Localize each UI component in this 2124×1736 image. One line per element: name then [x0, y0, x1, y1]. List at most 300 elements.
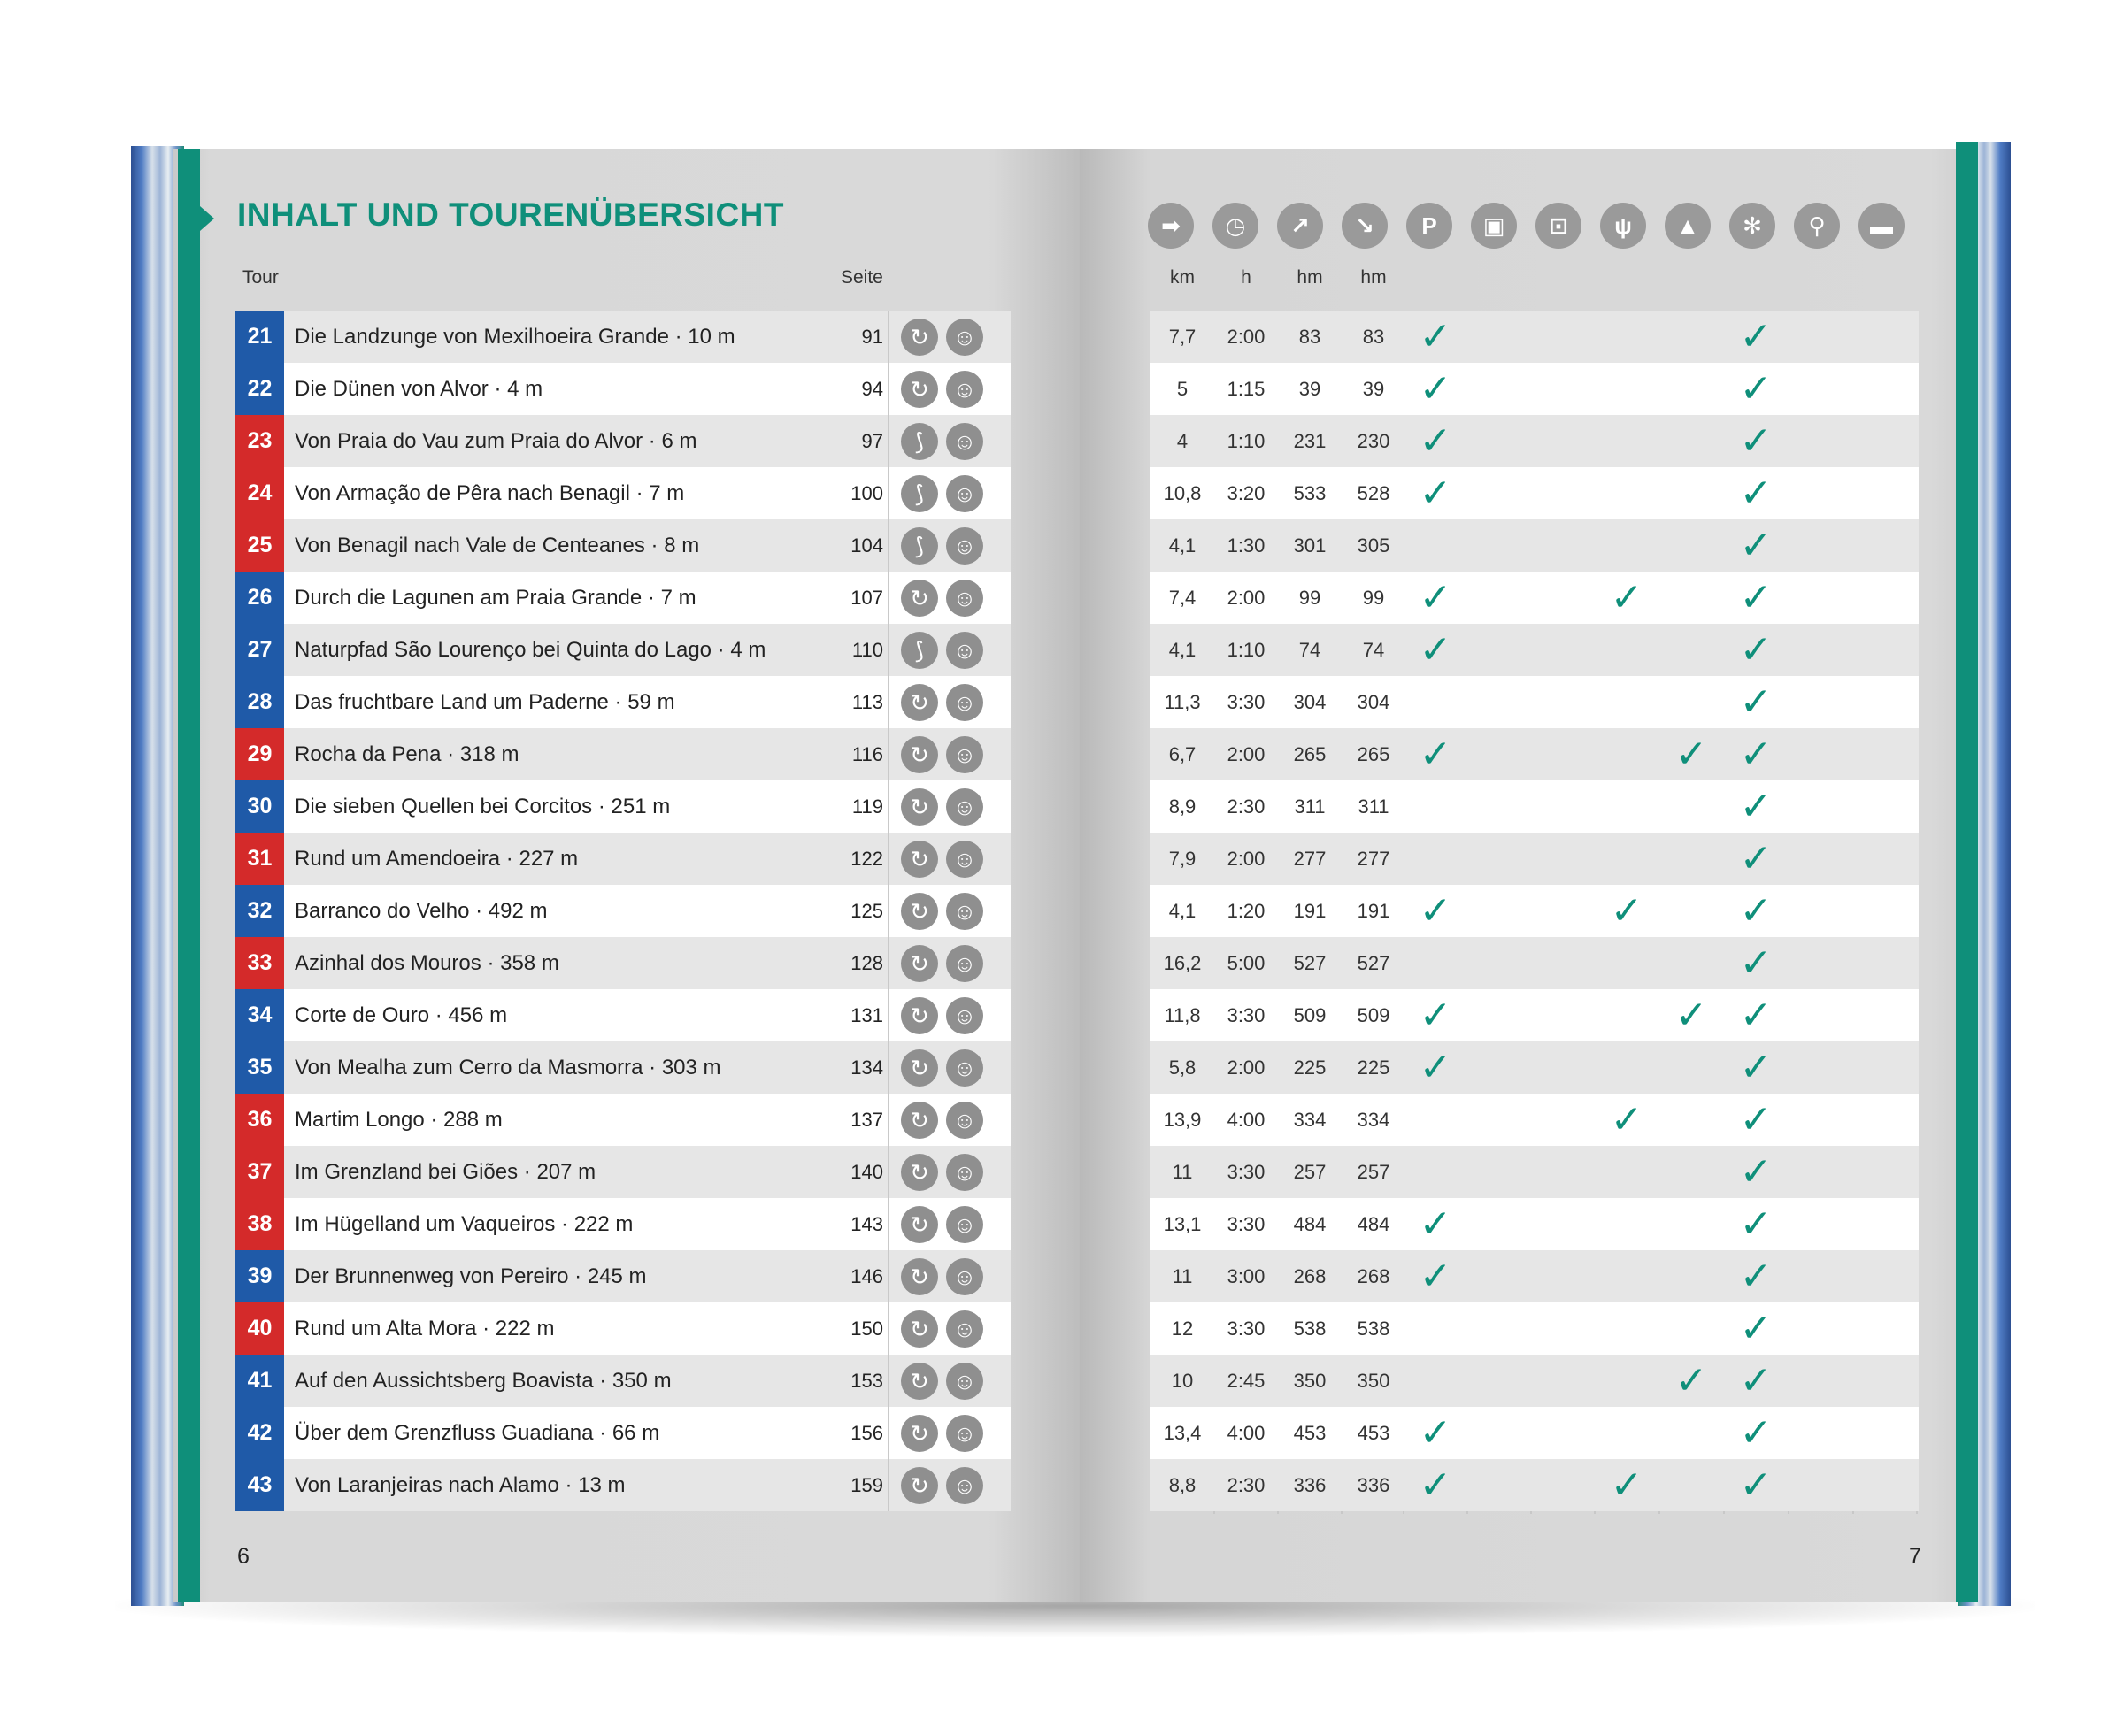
tour-ascent: 533 [1293, 481, 1327, 504]
tour-descent: 265 [1357, 742, 1390, 765]
tour-ascent: 225 [1293, 1056, 1327, 1079]
family-friendly-icon: ☺ [946, 893, 983, 930]
tour-name: Naturpfad São Lourenço bei Quinta do Lago · 4 m [295, 637, 766, 662]
left-green-stripe [178, 149, 200, 1602]
family-friendly-icon: ☺ [946, 527, 983, 565]
tour-number: 23 [235, 415, 284, 467]
tour-duration: 2:00 [1227, 325, 1266, 348]
check-icon: ✓ [1739, 1359, 1773, 1402]
check-icon: ✓ [1739, 576, 1773, 619]
table-row[interactable] [235, 780, 1011, 833]
tour-duration: 1:30 [1227, 534, 1266, 557]
column-divider [888, 989, 889, 1041]
one-way-route-icon: ⟆ [901, 527, 938, 565]
table-row[interactable] [235, 1250, 1011, 1302]
tour-number: 24 [235, 467, 284, 519]
table-row[interactable] [1150, 1302, 1919, 1355]
round-trip-icon: ↻ [901, 997, 938, 1034]
column-divider [888, 1094, 889, 1146]
tour-page: 113 [851, 690, 883, 713]
tour-distance: 7,9 [1168, 847, 1197, 870]
check-icon: ✓ [1610, 576, 1643, 619]
summit-icon: ▲ [1665, 203, 1711, 249]
tour-page: 110 [851, 638, 883, 661]
table-row[interactable] [235, 1094, 1011, 1146]
check-icon: ✓ [1739, 1307, 1773, 1350]
column-divider [888, 728, 889, 780]
table-row[interactable] [1150, 1250, 1919, 1302]
tour-name: Rund um Alta Mora · 222 m [295, 1316, 555, 1340]
tour-name: Im Hügelland um Vaqueiros · 222 m [295, 1211, 634, 1236]
family-friendly-icon: ☺ [946, 945, 983, 982]
tour-descent: 277 [1357, 847, 1390, 870]
tour-name: Von Mealha zum Cerro da Masmorra · 303 m [295, 1055, 721, 1079]
tour-descent: 99 [1362, 586, 1385, 609]
table-row[interactable] [1150, 780, 1919, 833]
page-title: INHALT UND TOURENÜBERSICHT [237, 196, 785, 233]
tour-page: 116 [851, 742, 883, 765]
unit-label: hm [1360, 267, 1387, 288]
winter-icon: ✻ [1729, 203, 1775, 249]
check-icon: ✓ [1419, 315, 1452, 358]
family-friendly-icon: ☺ [946, 475, 983, 512]
tour-page: 128 [850, 951, 883, 974]
tour-page: 125 [850, 899, 883, 922]
tour-ascent: 484 [1293, 1212, 1327, 1235]
check-icon: ✓ [1674, 994, 1708, 1037]
tour-page: 150 [850, 1317, 883, 1340]
column-divider [888, 363, 889, 415]
tour-ascent: 191 [1293, 899, 1327, 922]
right-green-stripe [1956, 142, 1978, 1602]
table-row[interactable] [235, 1355, 1011, 1407]
table-row[interactable] [235, 1146, 1011, 1198]
tour-number: 21 [235, 311, 284, 363]
table-row[interactable] [1150, 1198, 1919, 1250]
one-way-route-icon: ⟆ [901, 632, 938, 669]
tour-ascent: 277 [1293, 847, 1327, 870]
tour-page: 159 [850, 1473, 883, 1496]
tour-duration: 2:30 [1227, 795, 1266, 818]
column-divider [888, 1407, 889, 1459]
tour-number: 26 [235, 572, 284, 624]
tour-duration: 1:20 [1227, 899, 1266, 922]
tour-name: Die sieben Quellen bei Corcitos · 251 m [295, 794, 671, 818]
tour-duration: 4:00 [1227, 1421, 1266, 1444]
tour-duration: 1:10 [1227, 638, 1266, 661]
tour-ascent: 268 [1293, 1264, 1327, 1287]
table-row[interactable] [1150, 1094, 1919, 1146]
tour-number: 29 [235, 728, 284, 780]
tour-page: 107 [850, 586, 883, 609]
check-icon: ✓ [1739, 367, 1773, 411]
check-icon: ✓ [1419, 1202, 1452, 1246]
tour-duration: 4:00 [1227, 1108, 1266, 1131]
tour-descent: 538 [1357, 1317, 1390, 1340]
tour-name: Von Laranjeiras nach Alamo · 13 m [295, 1472, 626, 1497]
check-icon: ✓ [1739, 889, 1773, 933]
round-trip-icon: ↻ [901, 841, 938, 878]
table-row[interactable] [235, 1302, 1011, 1355]
table-row[interactable] [1150, 467, 1919, 519]
tour-distance: 13,1 [1163, 1212, 1202, 1235]
tour-duration: 2:00 [1227, 847, 1266, 870]
one-way-route-icon: ⟆ [901, 423, 938, 460]
round-trip-icon: ↻ [901, 1310, 938, 1348]
tour-number: 31 [235, 833, 284, 885]
check-icon: ✓ [1419, 419, 1452, 463]
check-icon: ✓ [1739, 994, 1773, 1037]
tour-distance: 4,1 [1168, 638, 1197, 661]
tour-ascent: 257 [1293, 1160, 1327, 1183]
tour-page: 134 [850, 1056, 883, 1079]
table-row[interactable] [235, 519, 1011, 572]
check-icon: ✓ [1739, 1150, 1773, 1194]
table-row[interactable] [1150, 1355, 1919, 1407]
tour-number: 25 [235, 519, 284, 572]
tour-ascent: 350 [1293, 1369, 1327, 1392]
family-friendly-icon: ☺ [946, 423, 983, 460]
tour-page: 143 [850, 1212, 883, 1235]
tour-descent: 230 [1357, 429, 1390, 452]
tour-name: Im Grenzland bei Giões · 207 m [295, 1159, 596, 1184]
tour-number: 40 [235, 1302, 284, 1355]
table-row[interactable] [1150, 1459, 1919, 1511]
tour-distance: 6,7 [1168, 742, 1197, 765]
table-row[interactable] [235, 572, 1011, 624]
seite-column-label: Seite [841, 267, 883, 288]
parking-icon: P [1406, 203, 1452, 249]
tour-page: 97 [861, 429, 883, 452]
column-divider [888, 1041, 889, 1094]
table-row[interactable] [235, 624, 1011, 676]
table-row[interactable] [235, 415, 1011, 467]
column-divider [888, 1146, 889, 1198]
check-icon: ✓ [1419, 1255, 1452, 1298]
table-row[interactable] [235, 728, 1011, 780]
tour-duration: 2:00 [1227, 586, 1266, 609]
tour-distance: 8,9 [1168, 795, 1197, 818]
round-trip-icon: ↻ [901, 945, 938, 982]
family-friendly-icon: ☺ [946, 1154, 983, 1191]
tour-descent: 311 [1358, 795, 1389, 818]
tour-ascent: 231 [1293, 429, 1327, 452]
table-row[interactable] [235, 989, 1011, 1041]
table-row[interactable] [235, 937, 1011, 989]
table-row[interactable] [1150, 572, 1919, 624]
tour-duration: 3:00 [1227, 1264, 1266, 1287]
family-friendly-icon: ☺ [946, 580, 983, 617]
tour-descent: 336 [1357, 1473, 1390, 1496]
tour-ascent: 538 [1293, 1317, 1327, 1340]
check-icon: ✓ [1739, 733, 1773, 776]
table-row[interactable] [235, 1407, 1011, 1459]
tour-page: 104 [850, 534, 883, 557]
table-row[interactable] [1150, 989, 1919, 1041]
tour-duration: 1:10 [1227, 429, 1266, 452]
round-trip-icon: ↻ [901, 1102, 938, 1139]
check-icon: ✓ [1419, 576, 1452, 619]
tour-ascent: 311 [1294, 795, 1326, 818]
table-row[interactable] [235, 885, 1011, 937]
family-friendly-icon: ☺ [946, 1206, 983, 1243]
check-icon: ✓ [1419, 733, 1452, 776]
tour-duration: 3:30 [1227, 1317, 1266, 1340]
tour-page: 94 [861, 377, 883, 400]
check-icon: ✓ [1419, 1046, 1452, 1089]
table-row[interactable] [1150, 415, 1919, 467]
tour-ascent: 334 [1293, 1108, 1327, 1131]
check-icon: ✓ [1739, 1202, 1773, 1246]
tour-number: 36 [235, 1094, 284, 1146]
tour-distance: 10,8 [1163, 481, 1202, 504]
column-divider [888, 1355, 889, 1407]
column-divider [888, 676, 889, 728]
family-friendly-icon: ☺ [946, 319, 983, 356]
unit-label: h [1241, 267, 1251, 288]
tour-distance: 13,4 [1163, 1421, 1202, 1444]
clock-icon: ◷ [1212, 203, 1258, 249]
tour-name: Martim Longo · 288 m [295, 1107, 503, 1132]
family-friendly-icon: ☺ [946, 736, 983, 773]
descent-icon: ↘ [1342, 203, 1388, 249]
tour-name: Die Landzunge von Mexilhoeira Grande · 10 m [295, 324, 735, 349]
tour-descent: 305 [1357, 534, 1390, 557]
unit-label: km [1170, 267, 1195, 288]
check-icon: ✓ [1419, 1411, 1452, 1455]
table-row[interactable] [1150, 1041, 1919, 1094]
tour-ascent: 336 [1293, 1473, 1327, 1496]
check-icon: ✓ [1739, 524, 1773, 567]
tour-descent: 257 [1357, 1160, 1390, 1183]
round-trip-icon: ↻ [901, 371, 938, 408]
round-trip-icon: ↻ [901, 580, 938, 617]
check-icon: ✓ [1674, 1359, 1708, 1402]
table-row[interactable] [1150, 624, 1919, 676]
tour-number: 27 [235, 624, 284, 676]
tour-duration: 2:30 [1227, 1473, 1266, 1496]
tour-number: 22 [235, 363, 284, 415]
check-icon: ✓ [1739, 1046, 1773, 1089]
table-row[interactable] [1150, 519, 1919, 572]
cable-car-icon: ⊡ [1535, 203, 1581, 249]
restaurant-icon: ψ [1600, 203, 1646, 249]
column-divider [888, 467, 889, 519]
table-row[interactable] [1150, 885, 1919, 937]
tour-descent: 334 [1357, 1108, 1390, 1131]
tour-distance: 7,4 [1168, 586, 1197, 609]
tour-number: 43 [235, 1459, 284, 1511]
table-row[interactable] [1150, 1146, 1919, 1198]
tour-page: 91 [861, 325, 883, 348]
tour-number: 33 [235, 937, 284, 989]
tour-number: 41 [235, 1355, 284, 1407]
round-trip-icon: ↻ [901, 1206, 938, 1243]
table-row[interactable] [1150, 937, 1919, 989]
tour-name: Über dem Grenzfluss Guadiana · 66 m [295, 1420, 660, 1445]
check-icon: ✓ [1419, 994, 1452, 1037]
tour-descent: 350 [1357, 1369, 1390, 1392]
round-trip-icon: ↻ [901, 1467, 938, 1504]
column-divider [888, 519, 889, 572]
check-icon: ✓ [1419, 628, 1452, 672]
tour-page: 153 [850, 1369, 883, 1392]
tour-name: Rocha da Pena · 318 m [295, 741, 519, 766]
tour-duration: 1:15 [1227, 377, 1266, 400]
tour-ascent: 304 [1293, 690, 1327, 713]
check-icon: ✓ [1610, 1463, 1643, 1507]
check-icon: ✓ [1419, 1463, 1452, 1507]
tour-page: 100 [850, 481, 883, 504]
tour-number: 39 [235, 1250, 284, 1302]
tour-descent: 225 [1357, 1056, 1390, 1079]
ascent-icon: ↗ [1277, 203, 1323, 249]
round-trip-icon: ↻ [901, 1049, 938, 1087]
check-icon: ✓ [1739, 1255, 1773, 1298]
table-row[interactable] [1150, 676, 1919, 728]
table-row[interactable] [235, 363, 1011, 415]
check-icon: ✓ [1739, 419, 1773, 463]
tour-distance: 5,8 [1168, 1056, 1197, 1079]
tour-page: 119 [851, 795, 883, 818]
check-icon: ✓ [1610, 1098, 1643, 1141]
tour-distance: 11 [1172, 1264, 1193, 1287]
table-row[interactable] [235, 1041, 1011, 1094]
round-trip-icon: ↻ [901, 1363, 938, 1400]
column-divider [888, 572, 889, 624]
round-trip-icon: ↻ [901, 1258, 938, 1295]
table-row[interactable] [235, 311, 1011, 363]
tour-duration: 3:30 [1227, 690, 1266, 713]
tour-duration: 2:00 [1227, 1056, 1266, 1079]
column-divider [888, 1459, 889, 1511]
tour-ascent: 83 [1298, 325, 1321, 348]
tour-distance: 4 [1176, 429, 1189, 452]
check-icon: ✓ [1739, 315, 1773, 358]
table-row[interactable] [1150, 833, 1919, 885]
column-divider [888, 1250, 889, 1302]
tour-distance: 11 [1172, 1160, 1193, 1183]
table-row[interactable] [235, 833, 1011, 885]
round-trip-icon: ↻ [901, 319, 938, 356]
column-divider [888, 1198, 889, 1250]
tour-distance: 4,1 [1168, 534, 1197, 557]
tour-duration: 3:30 [1227, 1003, 1266, 1026]
table-row[interactable] [235, 1459, 1011, 1511]
table-row[interactable] [1150, 363, 1919, 415]
table-row[interactable] [1150, 311, 1919, 363]
tour-descent: 453 [1357, 1421, 1390, 1444]
tour-number: 34 [235, 989, 284, 1041]
column-divider [888, 780, 889, 833]
tour-descent: 484 [1357, 1212, 1390, 1235]
bed-icon: ▬ [1858, 203, 1905, 249]
column-divider [888, 937, 889, 989]
tour-descent: 528 [1357, 481, 1390, 504]
tour-name: Von Benagil nach Vale de Centeanes · 8 m [295, 533, 700, 557]
check-icon: ✓ [1739, 941, 1773, 985]
table-row[interactable] [235, 1198, 1011, 1250]
tour-name: Barranco do Velho · 492 m [295, 898, 548, 923]
tour-page: 146 [850, 1264, 883, 1287]
tour-descent: 83 [1362, 325, 1385, 348]
check-icon: ✓ [1419, 367, 1452, 411]
family-friendly-icon: ☺ [946, 841, 983, 878]
tour-distance: 7,7 [1168, 325, 1197, 348]
tour-name: Von Praia do Vau zum Praia do Alvor · 6 m [295, 428, 697, 453]
table-row[interactable] [235, 467, 1011, 519]
family-friendly-icon: ☺ [946, 1049, 983, 1087]
round-trip-icon: ↻ [901, 788, 938, 826]
one-way-route-icon: ⟆ [901, 475, 938, 512]
tour-ascent: 265 [1293, 742, 1327, 765]
tour-name: Auf den Aussichtsberg Boavista · 350 m [295, 1368, 672, 1393]
family-friendly-icon: ☺ [946, 788, 983, 826]
check-icon: ✓ [1419, 889, 1452, 933]
table-row[interactable] [1150, 728, 1919, 780]
column-divider [888, 311, 889, 363]
tour-distance: 8,8 [1168, 1473, 1197, 1496]
tour-page: 122 [850, 847, 883, 870]
bus-icon: ▣ [1471, 203, 1517, 249]
tour-name: Die Dünen von Alvor · 4 m [295, 376, 543, 401]
tour-page: 140 [850, 1160, 883, 1183]
table-row[interactable] [235, 676, 1011, 728]
tour-ascent: 99 [1298, 586, 1321, 609]
tour-descent: 509 [1357, 1003, 1390, 1026]
round-trip-icon: ↻ [901, 893, 938, 930]
tour-duration: 2:45 [1227, 1369, 1266, 1392]
tour-number: 32 [235, 885, 284, 937]
check-icon: ✓ [1739, 785, 1773, 828]
tour-ascent: 527 [1293, 951, 1327, 974]
tour-duration: 2:00 [1227, 742, 1266, 765]
tour-column-label: Tour [242, 267, 279, 288]
check-icon: ✓ [1674, 733, 1708, 776]
check-icon: ✓ [1610, 889, 1643, 933]
family-friendly-icon: ☺ [946, 684, 983, 721]
check-icon: ✓ [1739, 680, 1773, 724]
tour-duration: 5:00 [1227, 951, 1266, 974]
tour-distance: 16,2 [1163, 951, 1202, 974]
tour-distance: 4,1 [1168, 899, 1197, 922]
tour-name: Corte de Ouro · 456 m [295, 1002, 508, 1027]
family-friendly-icon: ☺ [946, 1258, 983, 1295]
tour-name: Von Armação de Pêra nach Benagil · 7 m [295, 480, 685, 505]
tour-page: 131 [850, 1003, 883, 1026]
table-row[interactable] [1150, 1407, 1919, 1459]
tour-distance: 13,9 [1163, 1108, 1202, 1131]
tour-name: Der Brunnenweg von Pereiro · 245 m [295, 1264, 647, 1288]
check-icon: ✓ [1739, 1411, 1773, 1455]
column-divider [888, 885, 889, 937]
tour-name: Durch die Lagunen am Praia Grande · 7 m [295, 585, 696, 610]
tour-ascent: 453 [1293, 1421, 1327, 1444]
column-divider [888, 1302, 889, 1355]
family-friendly-icon: ☺ [946, 1415, 983, 1452]
check-icon: ✓ [1419, 472, 1452, 515]
check-icon: ✓ [1739, 472, 1773, 515]
unit-label: hm [1297, 267, 1323, 288]
tour-number: 35 [235, 1041, 284, 1094]
bike-icon: ⚲ [1794, 203, 1840, 249]
tour-distance: 12 [1171, 1317, 1194, 1340]
tour-name: Azinhal dos Mouros · 358 m [295, 950, 559, 975]
tour-number: 37 [235, 1146, 284, 1198]
tour-number: 42 [235, 1407, 284, 1459]
tour-name: Rund um Amendoeira · 227 m [295, 846, 579, 871]
tour-ascent: 509 [1293, 1003, 1327, 1026]
